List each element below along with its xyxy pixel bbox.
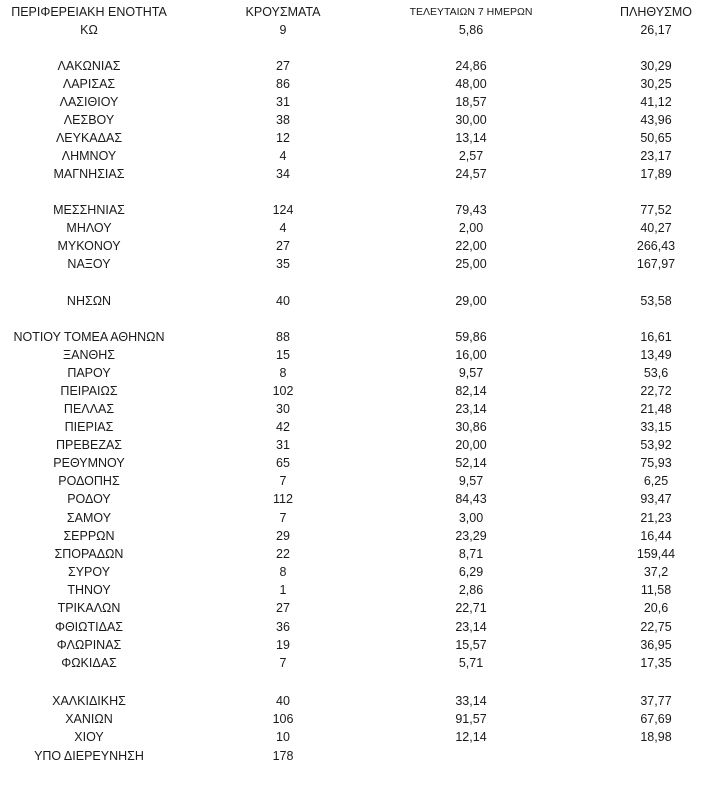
cell-region: ΡΟΔΟΥ	[67, 492, 111, 506]
table-row	[0, 692, 716, 710]
cell-cases: 7	[279, 474, 287, 488]
cell-population: 266,43	[636, 239, 676, 253]
cell-region: ΧΑΛΚΙΔΙΚΗΣ	[52, 694, 126, 708]
cell-population: 30,29	[640, 59, 672, 73]
table-row	[0, 292, 716, 310]
cell-population: 13,49	[640, 348, 672, 362]
cell-cases: 34	[276, 167, 290, 181]
table-row	[0, 364, 716, 382]
cell-population: 16,44	[640, 529, 672, 543]
cell-last7: 30,00	[455, 113, 487, 127]
table-row	[0, 255, 716, 273]
cell-last7: 20,00	[455, 438, 487, 452]
table-row	[0, 527, 716, 545]
table-row	[0, 75, 716, 93]
table-row	[0, 581, 716, 599]
cell-last7: 24,86	[455, 59, 487, 73]
cell-cases: 31	[276, 95, 290, 109]
cell-last7: 18,57	[455, 95, 487, 109]
cell-last7: 3,00	[458, 511, 484, 525]
cell-region: ΠΕΙΡΑΙΩΣ	[60, 384, 118, 398]
table-row	[0, 328, 716, 346]
cell-cases: 4	[279, 221, 287, 235]
cell-population: 22,72	[640, 384, 672, 398]
header-region: ΠΕΡΙΦΕΡΕΙΑΚΗ ΕΝΟΤΗΤΑ	[11, 5, 167, 19]
cell-last7: 59,86	[455, 330, 487, 344]
cell-population: 6,25	[643, 474, 669, 488]
header-last7: ΤΕΛΕΥΤΑΙΩΝ 7 ΗΜΕΡΩΝ	[409, 6, 533, 18]
cell-cases: 35	[276, 257, 290, 271]
cell-cases: 88	[276, 330, 290, 344]
table-row	[0, 436, 716, 454]
table-row	[0, 618, 716, 636]
table-row	[0, 165, 716, 183]
cell-region: ΦΘΙΩΤΙΔΑΣ	[54, 620, 124, 634]
cell-region: ΝΟΤΙΟΥ ΤΟΜΕΑ ΑΘΗΝΩΝ	[13, 330, 165, 344]
table-row	[0, 346, 716, 364]
table-row	[0, 237, 716, 255]
table-row	[0, 710, 716, 728]
cell-cases: 29	[276, 529, 290, 543]
cell-population: 11,58	[640, 583, 672, 597]
cell-last7: 13,14	[455, 131, 487, 145]
cell-cases: 27	[276, 59, 290, 73]
cell-last7: 33,14	[455, 694, 487, 708]
cell-cases: 10	[276, 730, 290, 744]
cell-population: 43,96	[640, 113, 672, 127]
cell-cases: 7	[279, 656, 287, 670]
cell-region: ΛΑΚΩΝΙΑΣ	[57, 59, 121, 73]
cell-cases: 102	[272, 384, 294, 398]
table-row	[0, 93, 716, 111]
table-row	[0, 418, 716, 436]
cell-last7: 8,71	[458, 547, 484, 561]
cell-region: ΠΡΕΒΕΖΑΣ	[55, 438, 123, 452]
cell-cases: 40	[276, 294, 290, 308]
table-row	[0, 509, 716, 527]
cell-last7: 5,71	[458, 656, 484, 670]
cell-last7: 2,86	[458, 583, 484, 597]
cell-last7: 48,00	[455, 77, 487, 91]
cell-cases: 106	[272, 712, 294, 726]
cell-population: 167,97	[636, 257, 676, 271]
cell-region: ΜΗΛΟΥ	[66, 221, 112, 235]
cell-population: 37,2	[643, 565, 669, 579]
table-row	[0, 545, 716, 563]
cell-cases: 27	[276, 239, 290, 253]
cell-region: ΧΑΝΙΩΝ	[65, 712, 113, 726]
table-row	[0, 111, 716, 129]
table-row	[0, 57, 716, 75]
cell-cases: 27	[276, 601, 290, 615]
cell-region: ΚΩ	[80, 23, 98, 37]
cell-population: 30,25	[640, 77, 672, 91]
cell-last7: 2,57	[458, 149, 484, 163]
cell-region: ΜΑΓΝΗΣΙΑΣ	[53, 167, 125, 181]
cell-last7: 91,57	[455, 712, 487, 726]
cell-last7: 84,43	[455, 492, 487, 506]
table-row	[0, 728, 716, 746]
header-row	[0, 3, 716, 21]
cell-region: ΣΕΡΡΩΝ	[63, 529, 115, 543]
cell-cases: 30	[276, 402, 290, 416]
cell-population: 53,92	[640, 438, 672, 452]
cell-population: 26,17	[640, 23, 672, 37]
cell-cases: 7	[279, 511, 287, 525]
table-row	[0, 636, 716, 654]
cell-cases: 86	[276, 77, 290, 91]
cell-population: 18,98	[640, 730, 672, 744]
table-row	[0, 654, 716, 672]
cell-region: ΠΕΛΛΑΣ	[63, 402, 115, 416]
cell-region: ΝΗΣΩΝ	[66, 294, 112, 308]
cell-region: ΠΑΡΟΥ	[67, 366, 111, 380]
cell-population: 16,61	[640, 330, 672, 344]
cell-population: 21,48	[640, 402, 672, 416]
cell-region: ΛΕΣΒΟΥ	[63, 113, 115, 127]
cell-region: ΠΙΕΡΙΑΣ	[64, 420, 114, 434]
cell-last7: 82,14	[455, 384, 487, 398]
cell-region: ΣΥΡΟΥ	[67, 565, 111, 579]
cell-population: 77,52	[640, 203, 672, 217]
cell-population: 50,65	[640, 131, 672, 145]
cell-population: 22,75	[640, 620, 672, 634]
cell-region: ΡΕΘΥΜΝΟΥ	[53, 456, 125, 470]
cell-population: 23,17	[640, 149, 672, 163]
cell-last7: 5,86	[458, 23, 484, 37]
cell-last7: 16,00	[455, 348, 487, 362]
cell-population: 75,93	[640, 456, 672, 470]
cell-population: 33,15	[640, 420, 672, 434]
cell-region: ΜΕΣΣΗΝΙΑΣ	[53, 203, 125, 217]
cell-cases: 1	[279, 583, 287, 597]
table-row	[0, 219, 716, 237]
cell-cases: 9	[279, 23, 287, 37]
cell-population: 53,58	[640, 294, 672, 308]
cell-cases: 22	[276, 547, 290, 561]
cell-population: 17,89	[640, 167, 672, 181]
cell-last7: 9,57	[458, 366, 484, 380]
table-row	[0, 599, 716, 617]
cell-last7: 9,57	[458, 474, 484, 488]
cell-cases: 8	[279, 565, 287, 579]
table-row	[0, 201, 716, 219]
cell-cases: 19	[276, 638, 290, 652]
cell-last7: 52,14	[455, 456, 487, 470]
cell-region: ΣΑΜΟΥ	[66, 511, 112, 525]
cell-region: ΤΡΙΚΑΛΩΝ	[57, 601, 121, 615]
cell-region: ΝΑΞΟΥ	[67, 257, 111, 271]
cell-last7: 22,00	[455, 239, 487, 253]
cell-region: ΛΑΣΙΘΙΟΥ	[59, 95, 119, 109]
cell-region: ΤΗΝΟΥ	[67, 583, 111, 597]
table-row	[0, 472, 716, 490]
header-population: ΠΛΗΘΥΣΜΟ	[620, 5, 692, 19]
cell-last7: 6,29	[458, 565, 484, 579]
cell-last7: 23,29	[455, 529, 487, 543]
cell-last7: 22,71	[455, 601, 487, 615]
cell-region: ΜΥΚΟΝΟΥ	[57, 239, 121, 253]
cell-population: 37,77	[640, 694, 672, 708]
cell-region: ΛΗΜΝΟΥ	[61, 149, 117, 163]
cell-cases: 40	[276, 694, 290, 708]
cell-region: ΛΕΥΚΑΔΑΣ	[55, 131, 123, 145]
cell-population: 36,95	[640, 638, 672, 652]
cell-last7: 24,57	[455, 167, 487, 181]
cell-region: ΥΠΟ ΔΙΕΡΕΥΝΗΣΗ	[34, 749, 144, 763]
cell-cases: 42	[276, 420, 290, 434]
cell-population: 41,12	[640, 95, 672, 109]
cell-cases: 38	[276, 113, 290, 127]
cell-last7: 12,14	[455, 730, 487, 744]
cell-last7: 2,00	[458, 221, 484, 235]
cell-cases: 65	[276, 456, 290, 470]
cell-region: ΡΟΔΟΠΗΣ	[58, 474, 120, 488]
header-cases: ΚΡΟΥΣΜΑΤΑ	[245, 5, 321, 19]
cell-region: ΞΑΝΘΗΣ	[63, 348, 115, 362]
cell-region: ΣΠΟΡΑΔΩΝ	[54, 547, 124, 561]
cell-population: 20,6	[643, 601, 669, 615]
table-row	[0, 129, 716, 147]
table-row	[0, 21, 716, 39]
cell-population: 17,35	[640, 656, 672, 670]
cell-region: ΛΑΡΙΣΑΣ	[62, 77, 116, 91]
table-row	[0, 382, 716, 400]
cell-population: 67,69	[640, 712, 672, 726]
cell-cases: 112	[273, 492, 293, 506]
cell-last7: 79,43	[455, 203, 487, 217]
cell-last7: 15,57	[455, 638, 487, 652]
cell-last7: 25,00	[455, 257, 487, 271]
table-row	[0, 147, 716, 165]
cell-population: 21,23	[640, 511, 672, 525]
cell-population: 40,27	[640, 221, 672, 235]
cell-cases: 36	[276, 620, 290, 634]
table-row	[0, 563, 716, 581]
table-row	[0, 454, 716, 472]
cell-population: 159,44	[636, 547, 676, 561]
cell-last7: 29,00	[455, 294, 487, 308]
cell-cases: 8	[279, 366, 287, 380]
table-row	[0, 490, 716, 508]
cell-last7: 30,86	[455, 420, 487, 434]
cell-region: ΦΛΩΡΙΝΑΣ	[56, 638, 122, 652]
cell-cases: 12	[276, 131, 290, 145]
cell-region: ΦΩΚΙΔΑΣ	[61, 656, 117, 670]
cell-cases: 4	[279, 149, 287, 163]
cell-population: 53,6	[643, 366, 669, 380]
cell-last7: 23,14	[455, 620, 487, 634]
cell-cases: 15	[276, 348, 290, 362]
table-row	[0, 400, 716, 418]
table-row	[0, 747, 716, 765]
cell-cases: 178	[272, 749, 294, 763]
cell-region: ΧΙΟΥ	[74, 730, 104, 744]
cell-cases: 124	[272, 203, 294, 217]
cell-population: 93,47	[640, 492, 672, 506]
cell-cases: 31	[276, 438, 290, 452]
cell-last7: 23,14	[455, 402, 487, 416]
